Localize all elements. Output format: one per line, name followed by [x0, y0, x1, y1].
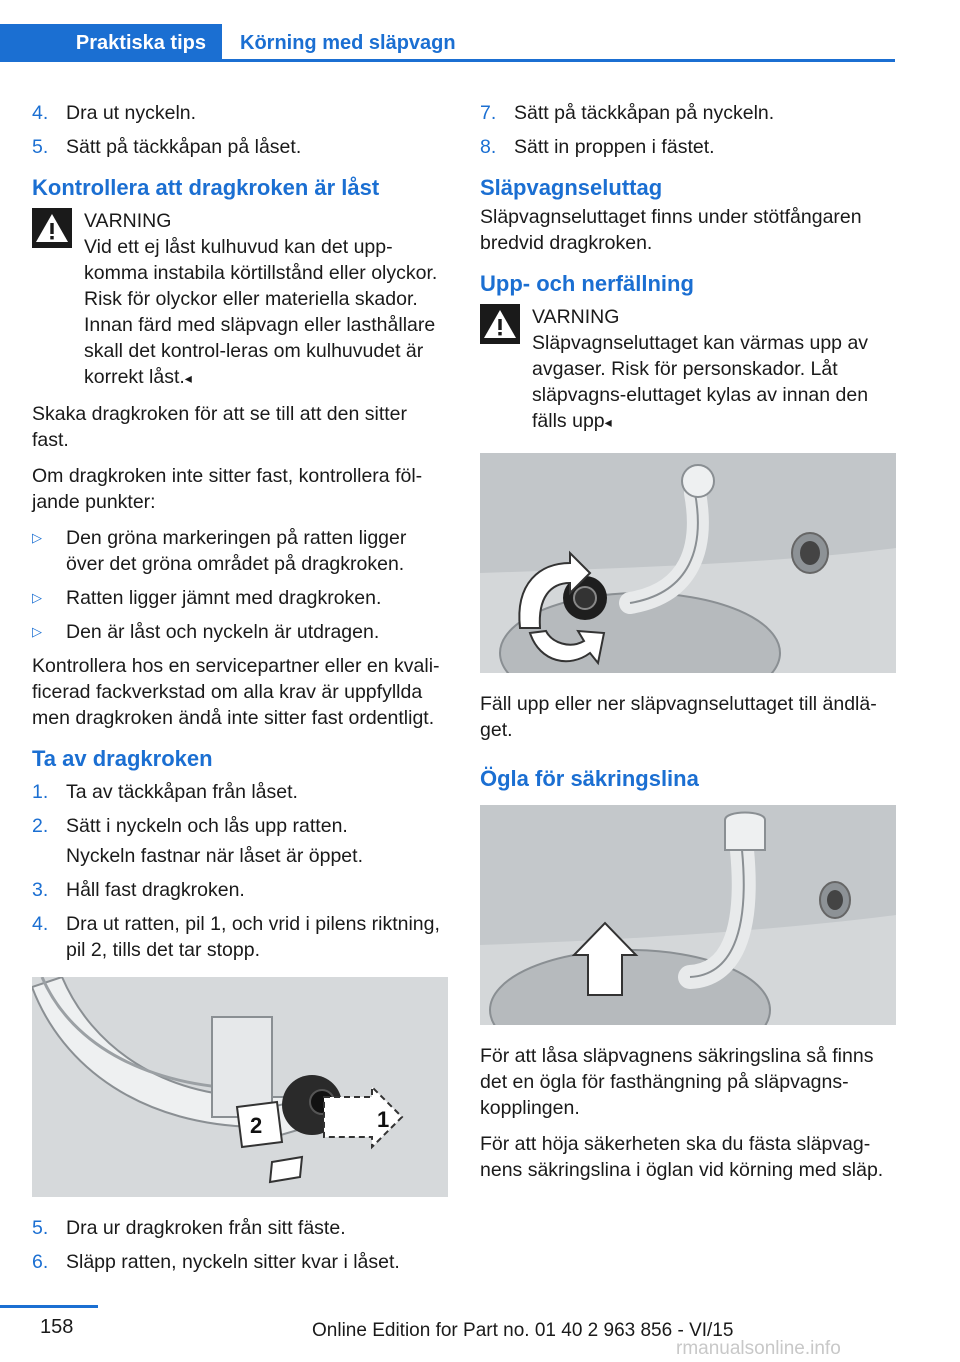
step-item	[32, 911, 448, 963]
step-item	[480, 134, 896, 160]
step-item	[32, 877, 448, 903]
step-item	[32, 134, 448, 160]
bullet-text: Den gröna markeringen på ratten ligger över det gröna området på dragkroken.	[66, 527, 407, 575]
page-number: 158	[40, 1316, 74, 1338]
figure-label-1: 1	[377, 1107, 390, 1132]
heading-remove-hook: Ta av dragkroken	[32, 746, 213, 771]
step-text: Sätt i nyckeln och lås upp ratten.	[66, 815, 348, 837]
paragraph-eye-2: För att höja säkerheten ska du fästa släpvag-nens säkringslina i öglan vid körning med släp.	[480, 1133, 884, 1181]
paragraph-shake: Skaka dragkroken för att se till att den sitter fast.	[32, 403, 408, 451]
step-number: 8.	[480, 136, 497, 158]
warning-triangle-icon	[32, 208, 72, 248]
step-item	[32, 100, 448, 126]
paragraph-if-not-fixed: Om dragkroken inte sitter fast, kontrollera föl-jande punkter:	[32, 465, 423, 513]
heading-safety-eye: Ögla för säkringslina	[480, 766, 699, 791]
paragraph-socket: Släpvagnseluttaget finns under stötfångaren bredvid dragkroken.	[480, 206, 862, 254]
bullet-text: Den är låst och nyckeln är utdragen.	[66, 621, 380, 643]
step-number: 3.	[32, 879, 49, 901]
warning-text-wrap	[32, 234, 448, 391]
step-number: 6.	[32, 1251, 49, 1273]
bullet-item	[32, 619, 448, 645]
step-item	[480, 100, 896, 126]
step-item	[32, 813, 448, 839]
warning-text-wrap	[480, 330, 896, 435]
figure-knob-illustration	[32, 977, 448, 1197]
bullet-item	[32, 525, 448, 577]
step-number: 4.	[32, 913, 49, 935]
step-text: Släpp ratten, nyckeln sitter kvar i låset.	[66, 1251, 400, 1273]
bullet-marker: ▷	[32, 530, 42, 545]
step-number: 5.	[32, 136, 49, 158]
knob-illustration	[32, 977, 448, 1197]
step-text: Sätt på täckkåpan på nyckeln.	[514, 102, 775, 124]
paragraph-fold: Fäll upp eller ner släpvagnseluttaget till ändlä-get.	[480, 693, 877, 741]
bullet-marker: ▷	[32, 590, 42, 605]
step-item	[32, 1249, 448, 1275]
watermark: rmanualsonline.info	[676, 1338, 841, 1359]
bullet-marker: ▷	[32, 624, 42, 639]
step-text: Dra ut ratten, pil 1, och vrid i pilens riktning, pil 2, tills det tar stopp.	[66, 913, 440, 961]
step-text: Dra ut nyckeln.	[66, 102, 197, 124]
heading-check-lock: Kontrollera att dragkroken är låst	[32, 175, 380, 200]
warning-block	[480, 304, 896, 435]
paragraph-contact-service: Kontrollera hos en servicepartner eller en kvali-ficerad fackverkstad om alla krav är uppfyllda men dragkroken ändå inte sitter fast ordentligt.	[32, 655, 440, 729]
left-column	[32, 100, 448, 1283]
right-column	[480, 100, 896, 1193]
end-mark: ◂	[184, 370, 192, 386]
step-note: Nyckeln fastnar när låset är öppet.	[66, 845, 363, 867]
footer-rule	[0, 1305, 98, 1308]
step-item	[32, 779, 448, 805]
warning-triangle-icon	[480, 304, 520, 344]
figure-eye-illustration	[480, 805, 896, 1025]
figure-label-2: 2	[250, 1113, 263, 1138]
step-text: Sätt på täckkåpan på låset.	[66, 136, 302, 158]
warning-text: Vid ett ej låst kulhuvud kan det upp-komma instabila körtillstånd eller olyckor. Risk för olyckor eller materiella skador. Innan färd med släpvagn eller lasthållare skall det kontrol-leras om kulhuvudet är korrekt låst.	[84, 236, 438, 388]
bullet-text: Ratten ligger jämnt med dragkroken.	[66, 587, 382, 609]
step-text: Ta av täckkåpan från låset.	[66, 781, 298, 803]
warning-label: VARNING	[532, 306, 620, 328]
edition-note: Online Edition for Part no. 01 40 2 963 856 - VI/15	[312, 1320, 734, 1341]
step-item	[32, 1215, 448, 1241]
heading-socket: Släpvagnseluttag	[480, 175, 663, 200]
step-number: 7.	[480, 102, 497, 124]
bullet-item	[32, 585, 448, 611]
figure-socket-illustration	[480, 453, 896, 673]
warning-label: VARNING	[84, 210, 172, 232]
section-tab[interactable]: Praktiska tips	[0, 24, 222, 62]
step-number: 2.	[32, 815, 49, 837]
socket-illustration	[480, 453, 896, 673]
heading-fold: Upp- och nerfällning	[480, 271, 694, 296]
warning-text: Släpvagnseluttaget kan värmas upp av avgaser. Risk för personskador. Låt släpvagns-eluttaget kylas av innan den fälls upp	[532, 332, 869, 432]
step-number: 5.	[32, 1217, 49, 1239]
step-number: 4.	[32, 102, 49, 124]
step-text: Dra ur dragkroken från sitt fäste.	[66, 1217, 346, 1239]
page-header	[0, 0, 895, 62]
step-text: Sätt in proppen i fästet.	[514, 136, 715, 158]
paragraph-eye-1: För att låsa släpvagnens säkringslina så finns det en ögla för fasthängning på släpvagns-kopplingen.	[480, 1045, 874, 1119]
step-number: 1.	[32, 781, 49, 803]
header-rule	[222, 59, 895, 62]
warning-block	[32, 208, 448, 391]
step-text: Håll fast dragkroken.	[66, 879, 245, 901]
chapter-tab[interactable]: Körning med släpvagn	[240, 32, 456, 54]
end-mark: ◂	[604, 414, 612, 430]
eye-illustration	[480, 805, 896, 1025]
